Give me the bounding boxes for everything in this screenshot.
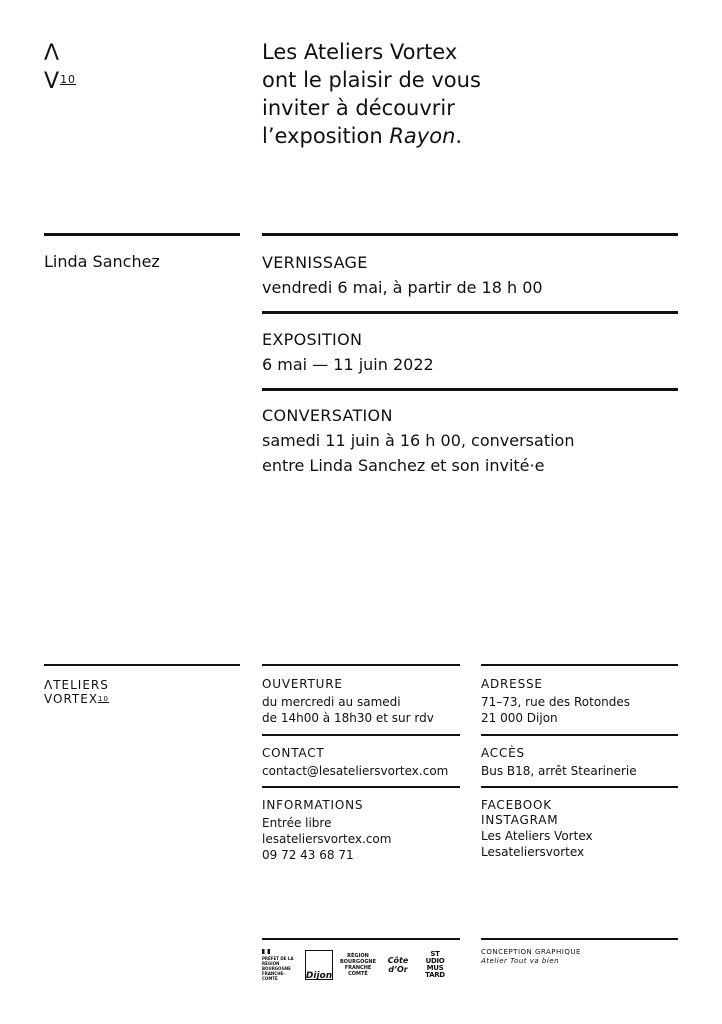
contact-block — [262, 746, 448, 779]
divider-facebook — [481, 786, 678, 788]
intro-text — [262, 38, 682, 150]
exposition-title: EXPOSITION — [262, 330, 363, 349]
informations-title: INFORMATIONS — [262, 798, 364, 812]
partner-logos — [262, 948, 460, 982]
contact-title: CONTACT — [262, 746, 325, 760]
design-credit — [481, 948, 581, 966]
ouverture-line-1: du mercredi au samedi — [262, 695, 401, 709]
acces-block — [481, 746, 637, 779]
adresse-line-2: 21 000 Dijon — [481, 711, 558, 725]
contact-email-link[interactable]: contact@lesateliersvortex.com — [262, 764, 449, 778]
ateliers-vortex-wordmark — [44, 678, 109, 706]
divider-credit — [481, 938, 678, 940]
divider-acces — [481, 734, 678, 736]
acces-line-1: Bus B18, arrêt Stearinerie — [481, 764, 637, 778]
conversation-line-2: entre Linda Sanchez et son invité·e — [262, 456, 545, 475]
divider-ouverture — [262, 664, 460, 666]
ouverture-line-2: de 14h00 à 18h30 et sur rdv — [262, 711, 434, 725]
flag-icon — [262, 949, 270, 954]
region-logo: RÉGION BOURGOGNE FRANCHE COMTÉ — [340, 953, 377, 977]
conversation-line-1: samedi 11 juin à 16 h 00, conversation — [262, 431, 575, 450]
divider-exposition — [262, 311, 678, 314]
divider-contact — [262, 734, 460, 736]
divider-artist — [44, 233, 240, 236]
divider-vernissage — [262, 233, 678, 236]
prefet-logo: PRÉFET DE LA RÉGION BOURGOGNE FRANCHE-COMTÉ — [262, 949, 298, 981]
divider-partners — [262, 938, 460, 940]
acces-title: ACCÈS — [481, 746, 525, 760]
logo-line-1: Λ — [44, 41, 61, 66]
ouverture-title: OUVERTURE — [262, 677, 343, 691]
ateliers-vortex-logo — [44, 40, 76, 96]
exposition-dates: 6 mai — 11 juin 2022 — [262, 355, 434, 374]
website-link[interactable]: lesateliersvortex.com — [262, 832, 392, 846]
dijon-logo: Dijon — [305, 950, 333, 980]
social-block — [481, 798, 593, 860]
phone-number[interactable]: 09 72 43 68 71 — [262, 848, 354, 862]
credit-title: CONCEPTION GRAPHIQUE — [481, 948, 581, 956]
logo-sup: 10 — [60, 73, 77, 86]
divider-small-logo — [44, 664, 240, 666]
exposition-section — [262, 329, 434, 375]
exhibition-title: Rayon — [389, 124, 456, 148]
intro-line-4-suffix: . — [455, 124, 463, 148]
adresse-block — [481, 677, 630, 726]
divider-conversation — [262, 388, 678, 391]
studio-mustard-logo: ST UDIO MUS TARD — [425, 950, 445, 979]
adresse-title: ADRESSE — [481, 677, 543, 691]
informations-block — [262, 798, 391, 863]
logo-line-2: V — [44, 69, 61, 94]
conversation-title: CONVERSATION — [262, 406, 393, 425]
credit-name: Atelier Tout va bien — [481, 957, 560, 965]
facebook-link[interactable]: Les Ateliers Vortex — [481, 829, 593, 843]
instagram-link[interactable]: Lesateliersvortex — [481, 845, 585, 859]
divider-adresse — [481, 664, 678, 666]
ouverture-block — [262, 677, 434, 726]
vernissage-section — [262, 252, 543, 298]
wordmark-line-1: ΛTELIERS — [44, 678, 109, 692]
artist-name: Linda Sanchez — [44, 252, 160, 271]
intro-line-1: Les Ateliers Vortex — [262, 40, 458, 64]
divider-informations — [262, 786, 460, 788]
intro-line-4-prefix: l’exposition — [262, 124, 390, 148]
instagram-title: INSTAGRAM — [481, 813, 559, 827]
conversation-section — [262, 405, 574, 476]
wordmark-sup: 10 — [98, 695, 109, 703]
facebook-title: FACEBOOK — [481, 798, 552, 812]
wordmark-line-2: VORTEX — [44, 692, 99, 706]
intro-line-2: ont le plaisir de vous — [262, 68, 481, 92]
cotedor-logo: Côte d’Or — [387, 956, 409, 974]
adresse-line-1: 71–73, rue des Rotondes — [481, 695, 631, 709]
vernissage-date: vendredi 6 mai, à partir de 18 h 00 — [262, 278, 543, 297]
informations-line-1: Entrée libre — [262, 816, 332, 830]
intro-line-3: inviter à découvrir — [262, 96, 455, 120]
vernissage-title: VERNISSAGE — [262, 253, 368, 272]
